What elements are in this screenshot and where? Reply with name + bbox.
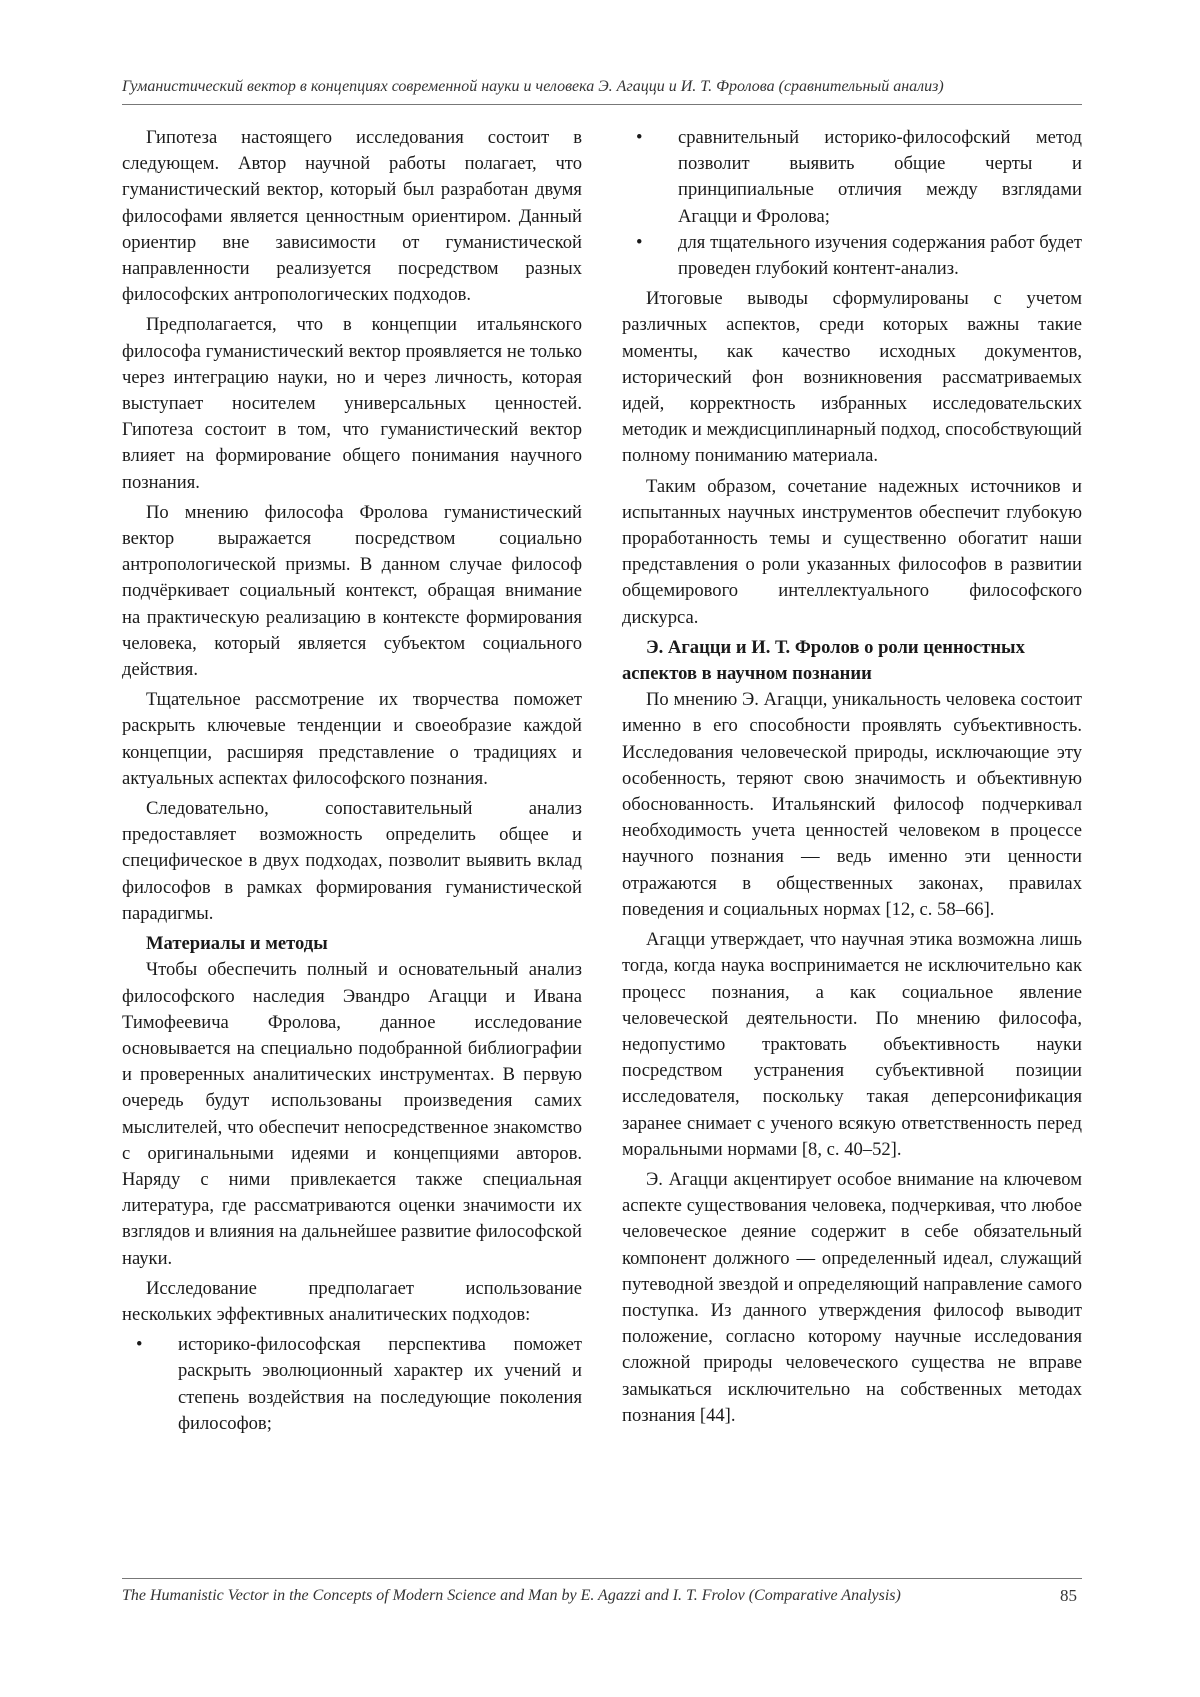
paragraph: Итоговые выводы сформулированы с учетом различных аспектов, среди которых важны такие моменты, как качество исходных документов, исторический фон возникновения рассматриваемых идей, корректность избранных исследовательских методик и междисциплинарный подход, способствующий полному пониманию материала. bbox=[622, 288, 1082, 467]
list-item bbox=[622, 125, 1082, 230]
bullet-icon: • bbox=[636, 231, 643, 253]
paragraph: Тщательное рассмотрение их творчества поможет раскрыть ключевые тенденции и своеобразие каждой концепции, расширяя представление о традициях и актуальных аспектах философского познания. bbox=[122, 689, 582, 789]
list-item bbox=[122, 1332, 582, 1437]
list-item-text: историко-философская перспектива поможет раскрыть эволюционный характер их учений и степень воздействия на последующие поколения философов; bbox=[178, 1334, 582, 1434]
list-item-text: для тщательного изучения содержания работ будет проведен глубокий контент-анализ. bbox=[678, 231, 1082, 280]
paragraph: По мнению философа Фролова гуманистический вектор выражается посредством социально антропологической призмы. В данном случае философ подчёркивает социальный контекст, обращая внимание на практическую реализацию в контексте формирования человека, который является субъектом социального действия. bbox=[122, 501, 582, 681]
bullet-icon: • bbox=[136, 1334, 143, 1356]
list-item-text: сравнительный историко-философский метод позволит выявить общие черты и принципиальные отличия между взглядами Агацци и Фролова; bbox=[678, 127, 1082, 227]
bullet-list bbox=[622, 125, 1082, 282]
paragraph: Следовательно, сопоставительный анализ предоставляет возможность определить общее и специфическое в двух подходах, позволит выявить вклад философов в рамках формирования гуманистической парадигмы. bbox=[122, 798, 582, 924]
right-column bbox=[622, 125, 1082, 1433]
section-heading-methods: Материалы и методы bbox=[146, 933, 328, 955]
paragraph: Чтобы обеспечить полный и основательный анализ философского наследия Эвандро Агацци и Ивана Тимофеевича Фролова, данное исследование основывается на специально подобранной библиографии и проверенных аналитических инструментах. В первую очередь будут использованы произведения самих мыслителей, что обеспечит непосредственное знакомство с оригинальными идеями и концепциями авторов. Наряду с ними привлекается также специальная литература, где рассматриваются оценки значимости их взглядов и влияния на дальнейшее развитие философской науки. bbox=[122, 959, 582, 1269]
list-item bbox=[622, 230, 1082, 282]
paragraph: Предполагается, что в концепции итальянского философа гуманистический вектор проявляется не только через интеграцию науки, но и через личность, которая выступает носителем универсальных ценностей. Гипотеза состоит в том, что гуманистический вектор влияет на формирование общего понимания научного познания. bbox=[122, 314, 582, 493]
paragraph: Э. Агацци акцентирует особое внимание на ключевом аспекте существования человека, подчеркивая, что любое человеческое деяние содержит в себе обязательный компонент должного — определенный идеал, служащий путеводной звездой и определяющий направление самого поступка. Из данного утверждения философ выводит положение, согласно которому научные исследования сложной природы человеческого существа не вправе замыкаться исключительно на собственных методах познания [44]. bbox=[622, 1168, 1082, 1426]
left-column bbox=[122, 125, 582, 1441]
footer-rule bbox=[122, 1578, 1082, 1579]
paragraph: По мнению Э. Агацци, уникальность человека состоит именно в его способности проявлять субъективность. Исследования человеческой природы, исключающие эту особенность, теряют свою значимость и объективную обоснованность. Итальянский философ подчеркивал необходимость учета ценностей человеком в процессе научного познания — ведь именно эти ценности отражаются в общественных законах, правилах поведения и социальных нормах [12, с. 58–66]. bbox=[622, 689, 1082, 920]
section-heading-values: Э. Агацци и И. Т. Фролов о роли ценностных аспектов в научном познании bbox=[622, 636, 1025, 685]
running-footer: The Humanistic Vector in the Concepts of Modern Science and Man by E. Agazzi and I. T. Frolov (Comparative Analysis) bbox=[122, 1587, 901, 1604]
bullet-icon: • bbox=[636, 127, 643, 148]
header-rule bbox=[122, 104, 1082, 105]
page-number: 85 bbox=[1060, 1586, 1077, 1605]
bullet-list bbox=[122, 1332, 582, 1437]
running-header: Гуманистический вектор в концепциях современной науки и человека Э. Агацци и И. Т. Фролова (сравнительный анализ) bbox=[122, 78, 944, 95]
paragraph: Агацци утверждает, что научная этика возможна лишь тогда, когда наука воспринимается не исключительно как процесс познания, а как социальное явление человеческой деятельности. По мнению философа, недопустимо трактовать объективность науки посредством устранения субъективной позиции исследователя, поскольку такая деперсонификация заранее снимает с ученого всякую ответственность перед моральными нормами [8, с. 40–52]. bbox=[622, 929, 1082, 1160]
paragraph: Исследование предполагает использование нескольких эффективных аналитических подходов: bbox=[122, 1277, 582, 1325]
paragraph: Таким образом, сочетание надежных источников и испытанных научных инструментов обеспечит глубокую проработанность темы и существенно обогатит наши представления о роли указанных философов в развитии общемирового интеллектуального философского дискурса. bbox=[622, 475, 1082, 628]
paragraph: Гипотеза настоящего исследования состоит в следующем. Автор научной работы полагает, что гуманистический вектор, который был разработан двумя философами является ценностным ориентиром. Данный ориентир вне зависимости от гуманистической направленности реализуется посредством разных философских антропологических подходов. bbox=[122, 127, 582, 306]
